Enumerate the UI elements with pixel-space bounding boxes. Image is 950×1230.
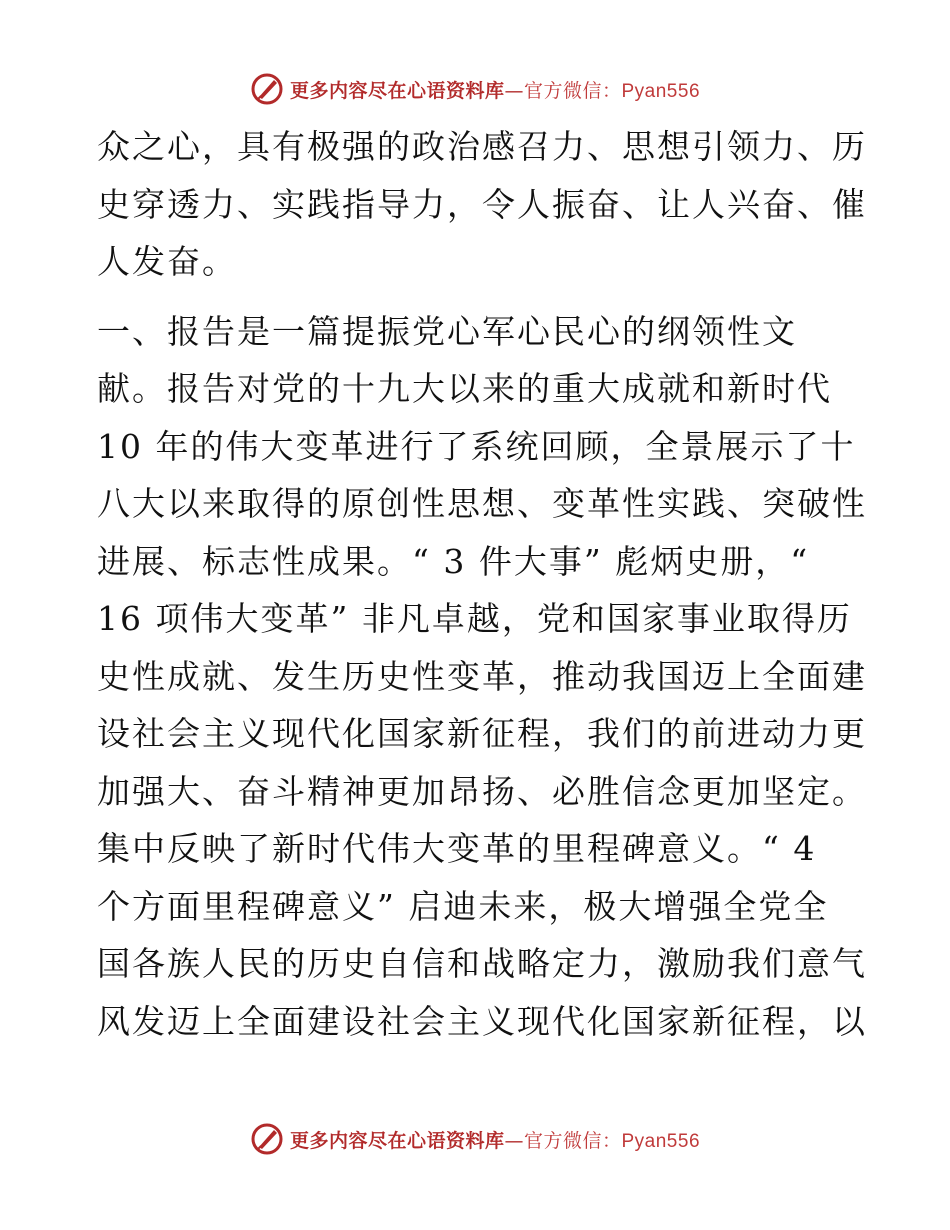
text-line: 集中反映了新时代伟大变革的里程碑意义。“ 4 bbox=[97, 829, 817, 868]
footer-watermark bbox=[0, 1122, 950, 1156]
text-line: 10 年的伟大变革进行了系统回顾，全景展示了十 bbox=[97, 426, 856, 466]
document-body bbox=[97, 118, 867, 1050]
header-watermark bbox=[0, 72, 950, 106]
text-line: 风发迈上全面建设社会主义现代化国家新征程，以 bbox=[97, 1001, 867, 1041]
text-line: 个方面里程碑意义” 启迪未来，极大增强全党全 bbox=[97, 886, 829, 926]
text-line: 人发奋。 bbox=[97, 242, 237, 281]
text-line: 八大以来取得的原创性思想、变革性实践、突破性 bbox=[97, 484, 867, 523]
watermark-main: 更多内容尽在心语资料库 bbox=[289, 1129, 505, 1152]
watermark-separator: — bbox=[504, 79, 524, 102]
paragraph-gap bbox=[97, 291, 857, 303]
text-line: 设社会主义现代化国家新征程，我们的前进动力更 bbox=[97, 714, 867, 753]
watermark-text bbox=[290, 76, 700, 103]
watermark-id: Pyan556 bbox=[621, 1130, 701, 1152]
quill-logo-icon bbox=[250, 1122, 284, 1156]
paragraph-1 bbox=[97, 118, 867, 291]
watermark-main: 更多内容尽在心语资料库 bbox=[289, 79, 505, 102]
watermark-separator: — bbox=[504, 1129, 524, 1152]
text-line: 献。报告对党的十九大以来的重大成就和新时代 bbox=[97, 369, 832, 408]
text-line: 史穿透力、实践指导力，令人振奋、让人兴奋、催 bbox=[97, 184, 867, 224]
text-line: 国各族人民的历史自信和战略定力，激励我们意气 bbox=[97, 944, 867, 983]
text-line: 一、报告是一篇提振党心军心民心的纲领性文 bbox=[97, 311, 797, 351]
paragraph-2 bbox=[97, 303, 867, 1051]
text-line: 加强大、奋斗精神更加昂扬、必胜信念更加坚定。 bbox=[97, 771, 867, 811]
watermark-sub: 官方微信： bbox=[523, 79, 622, 102]
watermark-text bbox=[290, 1126, 700, 1153]
text-line: 史性成就、发生历史性变革，推动我国迈上全面建 bbox=[97, 656, 867, 696]
quill-logo-icon bbox=[250, 72, 284, 106]
text-line: 进展、标志性成果。“ 3 件大事” 彪炳史册，“ bbox=[97, 541, 810, 581]
text-line: 16 项伟大变革” 非凡卓越，党和国家事业取得历 bbox=[97, 599, 852, 638]
watermark-sub: 官方微信： bbox=[523, 1129, 622, 1152]
watermark-id: Pyan556 bbox=[621, 80, 701, 102]
text-line: 众之心，具有极强的政治感召力、思想引领力、历 bbox=[97, 127, 867, 166]
